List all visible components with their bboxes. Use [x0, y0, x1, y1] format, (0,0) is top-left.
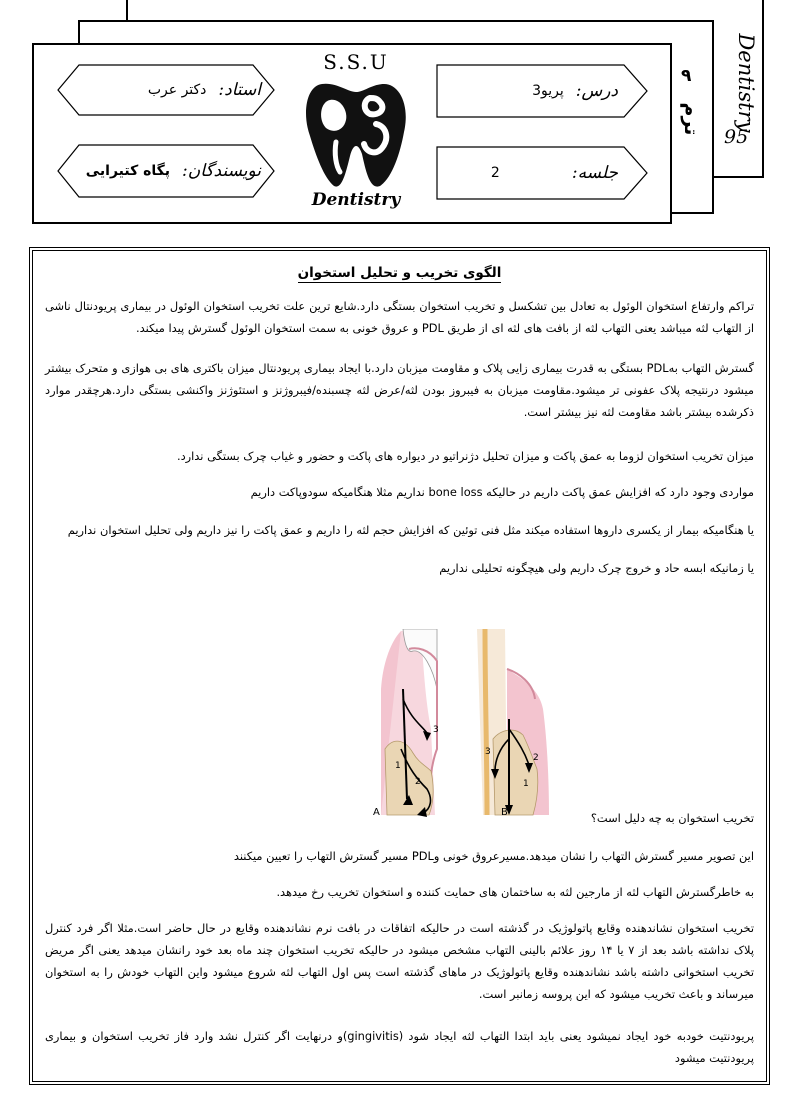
- figure-num-3: 3: [433, 725, 439, 735]
- authors-box: [57, 144, 275, 198]
- back-tab-title: Dentistry: [734, 33, 758, 133]
- mid-tab-number: ۹: [681, 66, 692, 86]
- lesson-label: درس:: [575, 81, 618, 101]
- logo-top-text: S.S.U: [323, 50, 389, 74]
- professor-label: استاد:: [218, 80, 261, 100]
- figure-num-1: 1: [395, 761, 401, 771]
- logo: [300, 48, 412, 216]
- lesson-value: پریو3: [532, 83, 564, 99]
- professor-box: [57, 64, 275, 116]
- question-1: تخریب استخوان به چه دلیل است؟: [590, 811, 754, 825]
- tooth-cross-section-illustration: [373, 629, 591, 821]
- figure-num-2b: 2: [533, 753, 539, 763]
- paragraph-4: مواردی وجود دارد که افزایش عمق پاکت داریم در حالیکه bone loss نداریم مثلا هنگامیکه سودوپاکت داریم: [250, 485, 754, 499]
- page-title: الگوی تخریب و تحلیل استخوان: [297, 265, 502, 281]
- paragraph-6: یا زمانیکه ابسه حاد و خروج چرک داریم ولی هیچگونه تحلیلی نداریم: [439, 561, 754, 575]
- figure-num-3b: 3: [485, 747, 491, 757]
- figure-num-2: 2: [415, 777, 421, 787]
- back-tab-number: 95: [724, 126, 749, 148]
- paragraph-7: این تصویر مسیر گسترش التهاب را نشان میدهد.مسیرعروق خونی وPDL مسیر گسترش التهاب را تعیین میکنند: [233, 849, 754, 863]
- session-box: [436, 146, 648, 200]
- authors-label: نویسندگان:: [182, 161, 261, 181]
- authors-value: پگاه کتیرایی: [85, 163, 171, 179]
- session-label: جلسه:: [571, 163, 618, 183]
- logo-bottom-text: Dentistry: [311, 190, 401, 210]
- paragraph-10: پریودنتیت خودبه خود ایجاد نمیشود یعنی باید ابتدا التهاب لثه ایجاد شود (gingivitis)و درنهایت اگر کنترل نشد وارد فاز تخریب استخوان و بیماری پریودنتیت میشود: [45, 1029, 754, 1065]
- figure-label-a: A: [373, 807, 380, 818]
- lesson-box: [436, 64, 648, 118]
- paragraph-5: یا هنگامیکه بیمار از یکسری داروها استفاده میکند مثل فنی توئین که افزایش حجم لثه را داریم و عمق پاکت را نیز داریم ولی تحلیل استخوان نداریم: [67, 523, 754, 537]
- paragraph-8: به خاطرگسترش التهاب لثه از مارجین لثه به ساختمان های حمایت کننده و استخوان تخریب رخ میدهد.: [276, 885, 754, 899]
- figure-num-1b: 1: [523, 779, 529, 789]
- paragraph-3: میزان تخریب استخوان لزوما به عمق پاکت و میزان تحلیل دژنراتیو در دیواره های پاکت و حضور و غیاب چرک بستگی ندارد.: [176, 449, 754, 463]
- figure-label-b: B: [501, 807, 508, 818]
- content-box: [32, 250, 767, 1082]
- inflammation-path-figure: [373, 629, 591, 821]
- professor-value: دکتر عرب: [147, 82, 207, 98]
- session-value: 2: [490, 165, 500, 181]
- mid-tab-word: ترم: [680, 102, 702, 136]
- paragraph-9: تخریب استخوان نشاندهنده وقایع پاتولوژیک در گذشته است در حالیکه اتفاقات در بافت نرم نشاندهنده وقایع در حال حاضر است.مثلا اگر فرد کنترل پلاک نداشته باشد بعد از ۷ یا ۱۴ روز علائم بالینی التهاب مشخص میشود در حالیکه تخریب استخوان چند ماه بعد خود رانشان میدهد یعنی اگر مریض تخریب استخوانی داشته باشد نشاندهنده وقایع پاتولوژیک در ماهای گذشته است پس اول التهاب لثه شروع میشود واین التهاب خودش را به استخوان میرساند و باعث تخریب میشود که این پروسه زمانبر است.: [45, 921, 754, 1001]
- paragraph-2: گسترش التهاب بهPDL بستگی به قدرت بیماری زایی پلاک و مقاومت میزبان دارد.با ایجاد بیماری پریودنتال میزان باکتری های بی هوازی و متحرک بیشتر میشود درنتیجه پلاک عفونی تر میشود.مقاومت میزبان به فیبروز بودن لثه/عرض لثه چسبنده/فیبروژنز و استئوژنز واکنشی بستگی دارد.هرچقدر موارد ذکرشده بیشتر باشد مقاومت لثه نیز بیشتر است.: [45, 361, 754, 419]
- paragraph-1: تراکم وارتفاع استخوان الوئول به تعادل بین تشکسل و تخریب استخوان بستگی دارد.شایع ترین علت تخریب استخوان الوئول در بیماری پریودنتال ناشی از التهاب لثه میباشد یعنی التهاب لثه از بافت های لثه ای از طریق PDL و عروق خونی به سمت استخوان الوئول گسترش پیدا میکند.: [45, 299, 754, 335]
- tooth-logo-icon: [300, 76, 412, 196]
